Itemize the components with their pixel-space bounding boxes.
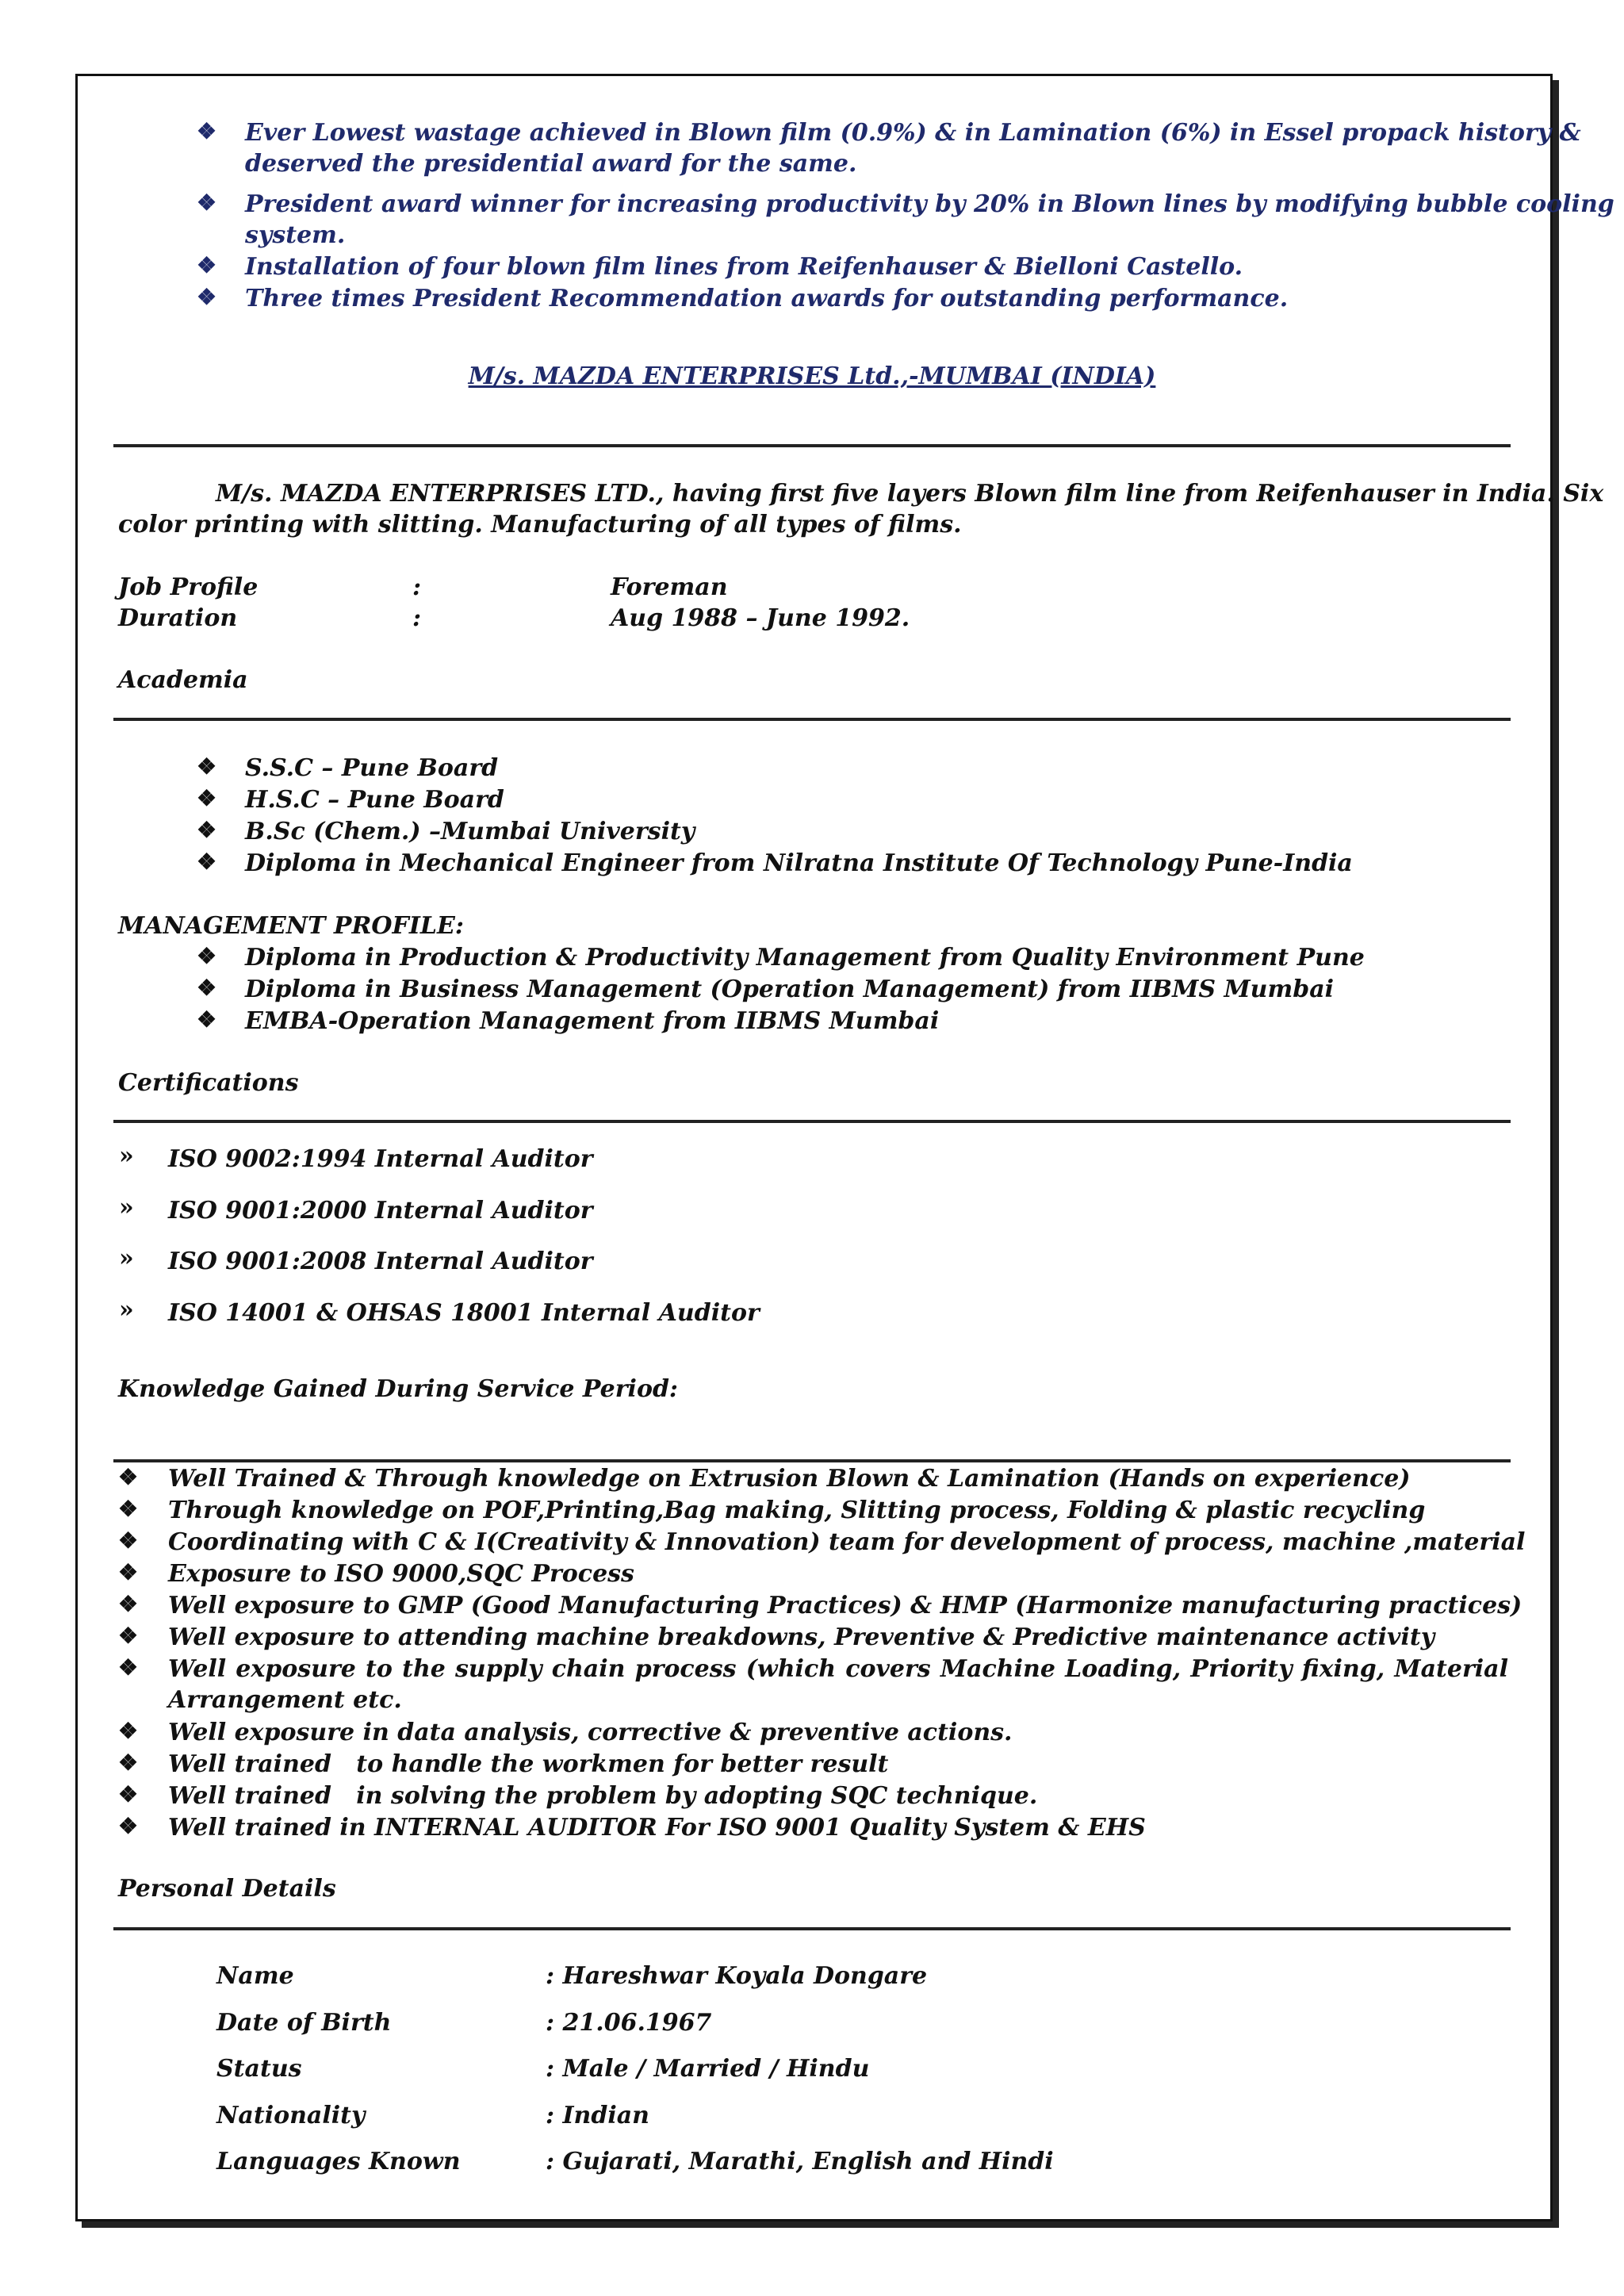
bullet-icon: ❖: [197, 190, 217, 216]
company-description-line1: M/s. MAZDA ENTERPRISES LTD., having first five layers Blown film line from Reifenhauser in India. Six: [216, 480, 1604, 508]
academia-item: Diploma in Mechanical Engineer from Nilratna Institute Of Technology Pune-India: [245, 849, 1353, 877]
academia-item: H.S.C – Pune Board: [245, 786, 504, 814]
bullet-icon: ❖: [197, 785, 217, 811]
knowledge-title: Knowledge Gained During Service Period:: [118, 1375, 679, 1403]
bullet-icon: ❖: [197, 118, 217, 144]
personal-value-status: : Male / Married / Hindu: [546, 2055, 870, 2083]
management-title: MANAGEMENT PROFILE:: [118, 912, 464, 940]
bullet-icon: ❖: [118, 1813, 139, 1839]
achievement-1-line2: deserved the presidential award for the same.: [245, 150, 857, 178]
job-profile-label: Job Profile: [118, 573, 259, 601]
personal-value-name: : Hareshwar Koyala Dongare: [546, 1962, 928, 1990]
bullet-icon: ❖: [118, 1654, 139, 1681]
bullet-icon: ❖: [197, 849, 217, 875]
divider: [113, 444, 1511, 447]
bullet-icon: ❖: [118, 1559, 139, 1585]
bullet-icon: ❖: [197, 943, 217, 969]
achievement-2-line2: system.: [245, 221, 346, 249]
bullet-icon: ❖: [197, 252, 217, 278]
duration-label: Duration: [118, 604, 238, 632]
certification-item: ISO 14001 & OHSAS 18001 Internal Auditor: [168, 1299, 760, 1327]
personal-value-dob: : 21.06.1967: [546, 2009, 712, 2037]
divider: [113, 1459, 1511, 1462]
divider: [113, 1120, 1511, 1123]
job-profile-value: Foreman: [611, 573, 728, 601]
management-item: EMBA-Operation Management from IIBMS Mumbai: [245, 1007, 940, 1035]
knowledge-item: Well trained to handle the workmen for better result: [168, 1750, 889, 1778]
bullet-icon: ❖: [118, 1496, 139, 1522]
arrow-icon: »: [119, 1194, 134, 1221]
knowledge-item: Well Trained & Through knowledge on Extrusion Blown & Lamination (Hands on experience): [168, 1465, 1411, 1493]
personal-label-nationality: Nationality: [216, 2102, 366, 2129]
knowledge-item: Well exposure in data analysis, corrective & preventive actions.: [168, 1719, 1013, 1746]
bullet-icon: ❖: [197, 753, 217, 780]
personal-value-nationality: : Indian: [546, 2102, 649, 2129]
certification-item: ISO 9001:2008 Internal Auditor: [168, 1248, 593, 1275]
personal-label-status: Status: [216, 2055, 302, 2083]
bullet-icon: ❖: [118, 1781, 139, 1807]
knowledge-item: Through knowledge on POF,Printing,Bag making, Slitting process, Folding & plastic recycling: [168, 1497, 1426, 1524]
certification-item: ISO 9001:2000 Internal Auditor: [168, 1197, 593, 1225]
colon: :: [412, 573, 422, 601]
certifications-title: Certifications: [118, 1069, 299, 1097]
knowledge-item: Well trained in INTERNAL AUDITOR For ISO 9001 Quality System & EHS: [168, 1814, 1146, 1842]
personal-label-languages: Languages Known: [216, 2148, 461, 2175]
knowledge-item-continuation: Arrangement etc.: [168, 1686, 402, 1714]
knowledge-item: Well exposure to attending machine breakdowns, Preventive & Predictive maintenance activity: [168, 1623, 1435, 1651]
bullet-icon: ❖: [118, 1464, 139, 1490]
management-item: Diploma in Production & Productivity Management from Quality Environment Pune: [245, 944, 1365, 972]
knowledge-item: Well exposure to the supply chain process (which covers Machine Loading, Priority fixing, Material: [168, 1655, 1508, 1683]
academia-title: Academia: [118, 666, 248, 694]
personal-label-dob: Date of Birth: [216, 2009, 392, 2037]
company-description-line2: color printing with slitting. Manufacturing of all types of films.: [118, 511, 962, 539]
colon: :: [412, 604, 422, 632]
arrow-icon: »: [119, 1296, 134, 1324]
achievement-1-line1: Ever Lowest wastage achieved in Blown film (0.9%) & in Lamination (6%) in Essel propack history &: [245, 119, 1581, 147]
bullet-icon: ❖: [118, 1718, 139, 1744]
company-heading: M/s. MAZDA ENTERPRISES Ltd.,-MUMBAI (INDIA): [468, 362, 1156, 390]
personal-label-name: Name: [216, 1962, 294, 1990]
bullet-icon: ❖: [118, 1591, 139, 1617]
knowledge-item: Coordinating with C & I(Creativity & Innovation) team for development of process, machine ,material: [168, 1528, 1526, 1556]
duration-value: Aug 1988 – June 1992.: [611, 604, 910, 632]
arrow-icon: »: [119, 1244, 134, 1272]
bullet-icon: ❖: [197, 1006, 217, 1033]
personal-value-languages: : Gujarati, Marathi, English and Hindi: [546, 2148, 1054, 2175]
bullet-icon: ❖: [197, 284, 217, 310]
bullet-icon: ❖: [197, 975, 217, 1001]
arrow-icon: »: [119, 1142, 134, 1170]
bullet-icon: ❖: [118, 1623, 139, 1649]
bullet-icon: ❖: [197, 817, 217, 843]
divider: [113, 718, 1511, 721]
bullet-icon: ❖: [118, 1750, 139, 1776]
management-item: Diploma in Business Management (Operation Management) from IIBMS Mumbai: [245, 976, 1335, 1003]
bullet-icon: ❖: [118, 1527, 139, 1554]
achievement-3: Installation of four blown film lines from Reifenhauser & Bielloni Castello.: [245, 253, 1243, 281]
divider: [113, 1927, 1511, 1930]
certification-item: ISO 9002:1994 Internal Auditor: [168, 1145, 593, 1173]
knowledge-item: Well trained in solving the problem by adopting SQC technique.: [168, 1782, 1038, 1810]
academia-item: S.S.C – Pune Board: [245, 754, 499, 782]
achievement-2-line1: President award winner for increasing productivity by 20% in Blown lines by modifying bubble cooling: [245, 190, 1614, 218]
achievement-4: Three times President Recommendation awards for outstanding performance.: [245, 285, 1289, 312]
academia-item: B.Sc (Chem.) –Mumbai University: [245, 818, 695, 845]
personal-details-title: Personal Details: [118, 1875, 336, 1903]
knowledge-item: Exposure to ISO 9000,SQC Process: [168, 1560, 634, 1588]
knowledge-item: Well exposure to GMP (Good Manufacturing Practices) & HMP (Harmonize manufacturing practices): [168, 1592, 1522, 1619]
